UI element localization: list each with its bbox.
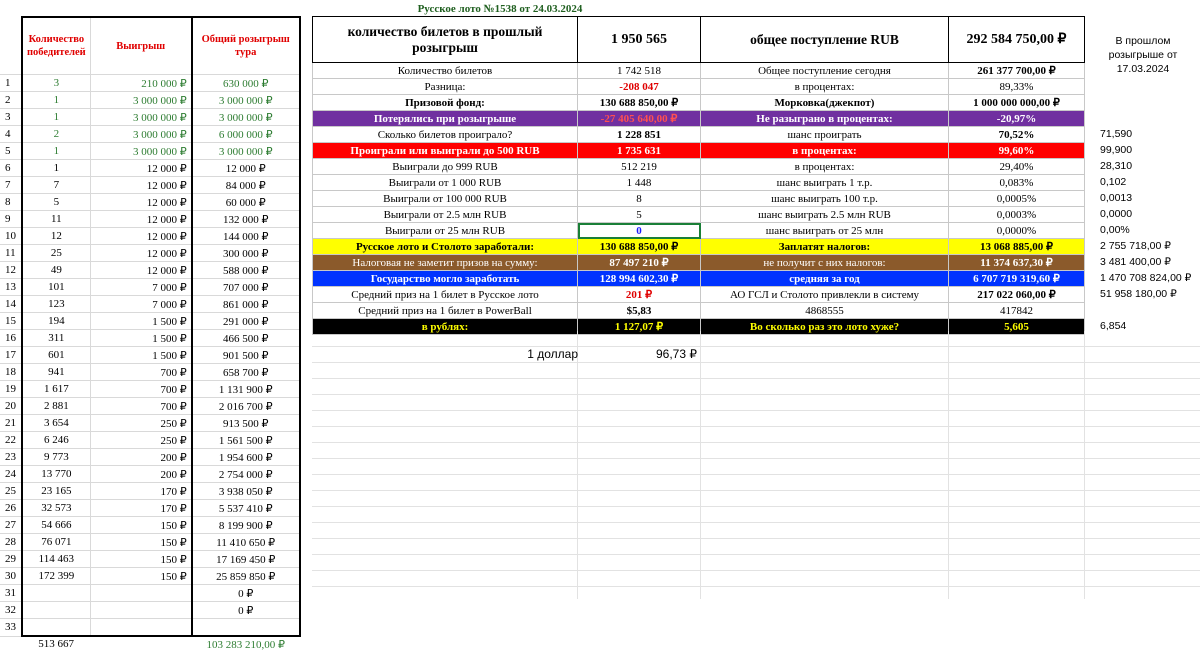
stats-row [313,143,1085,159]
row-number[interactable]: 30 [0,568,22,585]
round-total-cell[interactable]: 588 000 ₽ [192,262,300,279]
winners-row [0,347,300,364]
round-total-cell[interactable]: 3 000 000 ₽ [192,109,300,126]
prize-cell[interactable]: 150 ₽ [90,534,192,551]
cell[interactable]: Выиграли от 2.5 млн RUB [313,207,578,223]
prize-cell[interactable]: 170 ₽ [90,500,192,517]
winners-table [0,16,301,651]
round-total-cell[interactable]: 25 859 850 ₽ [192,568,300,585]
cell[interactable]: 13 068 885,00 ₽ [949,239,1085,255]
winners-row [0,143,300,160]
cell[interactable]: -27 405 640,00 ₽ [578,111,701,127]
row-number[interactable]: 14 [0,296,22,313]
grid-line [948,331,949,599]
cell[interactable]: 5 [578,207,701,223]
winners-row [0,398,300,415]
round-total-cell[interactable] [192,619,300,637]
previous-draw-value[interactable]: 0,00% [1100,224,1130,236]
grid-line [312,442,1200,443]
header-round-total[interactable]: Общий розыгрыш тура [192,17,300,75]
cell[interactable]: 8 [578,191,701,207]
stats-row [313,175,1085,191]
stats-row [313,319,1085,335]
row-number[interactable]: 10 [0,228,22,245]
cell[interactable]: 4868555 [701,303,949,319]
row-number[interactable]: 18 [0,364,22,381]
cell[interactable]: не получит с них налогов: [701,255,949,271]
winners-row [0,92,300,109]
cell[interactable]: Проиграли или выиграли до 500 RUB [313,143,578,159]
cell[interactable]: шанс выиграть 100 т.р. [701,191,949,207]
round-total-cell[interactable]: 707 000 ₽ [192,279,300,296]
row-number[interactable]: 32 [0,602,22,619]
row-number[interactable]: 24 [0,466,22,483]
cell[interactable]: 1 735 631 [578,143,701,159]
cell[interactable]: Сколько билетов проиграло? [313,127,578,143]
total-income-label[interactable]: общее поступление RUB [701,17,949,63]
row-number[interactable]: 19 [0,381,22,398]
row-number[interactable]: 1 [0,75,22,92]
winners-count-cell[interactable]: 1 617 [22,381,90,398]
prev-tickets-label[interactable]: количество билетов в прошлый розыгрыш [313,17,578,63]
row-number[interactable]: 21 [0,415,22,432]
winners-table-header [0,17,300,75]
stats-row [313,223,1085,239]
grid-line [312,426,1200,427]
winners-row [0,534,300,551]
cell[interactable]: 417842 [949,303,1085,319]
cell[interactable]: 1 448 [578,175,701,191]
winners-row [0,296,300,313]
cell[interactable]: шанс выиграть 1 т.р. [701,175,949,191]
row-number[interactable]: 28 [0,534,22,551]
stats-row [313,63,1085,79]
round-total-cell[interactable]: 0 ₽ [192,602,300,619]
round-total-cell[interactable]: 6 000 000 ₽ [192,126,300,143]
grid-line [312,458,1200,459]
winners-count-cell[interactable]: 172 399 [22,568,90,585]
prize-cell[interactable]: 150 ₽ [90,568,192,585]
round-total-cell[interactable]: 11 410 650 ₽ [192,534,300,551]
winners-row [0,245,300,262]
prize-cell[interactable]: 12 000 ₽ [90,228,192,245]
previous-draw-value[interactable]: 1 470 708 824,00 ₽ [1100,272,1192,284]
winners-count-cell[interactable]: 9 773 [22,449,90,466]
cell[interactable]: средняя за год [701,271,949,287]
winners-count-cell[interactable]: 601 [22,347,90,364]
previous-draw-value[interactable]: 3 481 400,00 ₽ [1100,256,1171,268]
winners-count-cell[interactable]: 941 [22,364,90,381]
row-number[interactable]: 16 [0,330,22,347]
dollar-rate[interactable]: 96,73 ₽ [656,347,697,361]
prize-cell[interactable] [90,602,192,619]
prize-cell[interactable]: 3 000 000 ₽ [90,126,192,143]
winners-row [0,228,300,245]
stats-row [313,111,1085,127]
previous-draw-value[interactable]: 6,854 [1100,320,1127,332]
stats-row [313,303,1085,319]
prize-cell[interactable]: 12 000 ₽ [90,160,192,177]
round-total-cell[interactable]: 3 000 000 ₽ [192,143,300,160]
cell[interactable]: Средний приз на 1 билет в PowerBall [313,303,578,319]
row-number[interactable]: 31 [0,585,22,602]
winners-count-cell[interactable]: 1 [22,143,90,160]
grid-line [1084,331,1085,599]
prize-cell[interactable] [90,619,192,637]
sheet-title: Русское лото №1538 от 24.03.2024 [417,3,583,15]
round-total-cell[interactable]: 144 000 ₽ [192,228,300,245]
cell[interactable]: Морковка(джекпот) [701,95,949,111]
round-total-cell[interactable]: 8 199 900 ₽ [192,517,300,534]
stats-row [313,239,1085,255]
prize-cell[interactable]: 200 ₽ [90,466,192,483]
prize-cell[interactable]: 12 000 ₽ [90,262,192,279]
row-number[interactable]: 29 [0,551,22,568]
prize-cell[interactable]: 250 ₽ [90,415,192,432]
prize-cell[interactable]: 12 000 ₽ [90,211,192,228]
grid-line [312,490,1200,491]
row-number[interactable]: 17 [0,347,22,364]
prize-cell[interactable]: 3 000 000 ₽ [90,92,192,109]
round-total-cell[interactable]: 1 561 500 ₽ [192,432,300,449]
grid-line [312,538,1200,539]
row-number[interactable]: 8 [0,194,22,211]
stats-header-row [313,17,1085,63]
row-number[interactable]: 4 [0,126,22,143]
stats-row [313,95,1085,111]
cell[interactable]: 0,0003% [949,207,1085,223]
cell[interactable]: Количество билетов [313,63,578,79]
cell[interactable]: шанс проиграть [701,127,949,143]
winners-row [0,432,300,449]
round-total-cell[interactable]: 300 000 ₽ [192,245,300,262]
cell[interactable]: 512 219 [578,159,701,175]
total-income-value[interactable]: 292 584 750,00 ₽ [949,17,1085,63]
winners-row [0,449,300,466]
cell[interactable]: -208 047 [578,79,701,95]
stats-row [313,191,1085,207]
row-number[interactable]: 5 [0,143,22,160]
grid-line [312,410,1200,411]
row-number[interactable]: 13 [0,279,22,296]
row-number[interactable]: 20 [0,398,22,415]
cell[interactable]: Государство могло заработать [313,271,578,287]
round-total-cell[interactable]: 132 000 ₽ [192,211,300,228]
winners-row [0,313,300,330]
winners-count-cell[interactable]: 54 666 [22,517,90,534]
cell[interactable]: 1 228 851 [578,127,701,143]
row-number[interactable]: 22 [0,432,22,449]
prize-cell[interactable]: 700 ₽ [90,398,192,415]
winners-count-cell[interactable] [22,619,90,637]
prize-cell[interactable]: 1 500 ₽ [90,313,192,330]
prize-cell[interactable]: 7 000 ₽ [90,279,192,296]
winners-row [0,109,300,126]
cell[interactable]: 128 994 602,30 ₽ [578,271,701,287]
cell[interactable]: Разница: [313,79,578,95]
winners-row [0,177,300,194]
previous-draw-value[interactable]: 0,0000 [1100,208,1133,220]
stats-row [313,127,1085,143]
cell[interactable]: Выиграли от 25 млн RUB [313,223,578,239]
winners-row [0,126,300,143]
stats-row [313,159,1085,175]
winners-row [0,194,300,211]
winners-row [0,279,300,296]
round-total-cell[interactable]: 913 500 ₽ [192,415,300,432]
winners-row [0,551,300,568]
grid-line [312,474,1200,475]
winners-row [0,75,300,92]
round-total-cell[interactable]: 1 954 600 ₽ [192,449,300,466]
cell[interactable]: 89,33% [949,79,1085,95]
round-total-cell[interactable]: 861 000 ₽ [192,296,300,313]
cell[interactable]: 130 688 850,00 ₽ [578,95,701,111]
cell[interactable]: 6 707 719 319,60 ₽ [949,271,1085,287]
round-total-cell[interactable]: 5 537 410 ₽ [192,500,300,517]
winners-count-cell[interactable]: 2 881 [22,398,90,415]
winners-row [0,568,300,585]
previous-draw-value[interactable]: 2 755 718,00 ₽ [1100,240,1171,252]
grid-line [312,554,1200,555]
winners-count-cell[interactable]: 12 [22,228,90,245]
cell[interactable]: шанс выиграть 2.5 млн RUB [701,207,949,223]
round-total-cell[interactable]: 3 000 000 ₽ [192,92,300,109]
prize-cell[interactable]: 700 ₽ [90,364,192,381]
winners-row [0,160,300,177]
winners-row [0,415,300,432]
cell[interactable]: -20,97% [949,111,1085,127]
prize-cell[interactable]: 1 500 ₽ [90,347,192,364]
winners-row [0,262,300,279]
winners-row [0,619,300,637]
total-winners[interactable]: 513 667 [38,638,74,650]
row-number[interactable]: 33 [0,619,22,637]
winners-count-cell[interactable]: 76 071 [22,534,90,551]
row-number[interactable]: 6 [0,160,22,177]
winners-row [0,211,300,228]
cell[interactable]: Выиграли от 1 000 RUB [313,175,578,191]
cell[interactable]: 130 688 850,00 ₽ [578,239,701,255]
grid-line [312,362,1200,363]
cell[interactable]: 0,083% [949,175,1085,191]
grid-line [312,570,1200,571]
winners-count-cell[interactable] [22,602,90,619]
cell[interactable]: в процентах: [701,143,949,159]
prize-cell[interactable]: 150 ₽ [90,551,192,568]
winners-row [0,602,300,619]
previous-draw-value[interactable]: 28,310 [1100,160,1133,172]
cell[interactable]: 5,605 [949,319,1085,335]
winners-count-cell[interactable]: 1 [22,109,90,126]
winners-row [0,364,300,381]
cell[interactable]: в процентах: [701,79,949,95]
cell[interactable]: 1 000 000 000,00 ₽ [949,95,1085,111]
cell[interactable]: Заплатят налогов: [701,239,949,255]
round-total-cell[interactable]: 2 016 700 ₽ [192,398,300,415]
row-number[interactable]: 2 [0,92,22,109]
row-number[interactable]: 23 [0,449,22,466]
cell[interactable]: 261 377 700,00 ₽ [949,63,1085,79]
winners-count-cell[interactable]: 194 [22,313,90,330]
winners-row [0,466,300,483]
winners-count-cell[interactable]: 5 [22,194,90,211]
cell[interactable]: шанс выиграть от 25 млн [701,223,949,239]
stats-row [313,271,1085,287]
winners-row [0,517,300,534]
cell[interactable]: Во сколько раз это лото хуже? [701,319,949,335]
grid-line [312,522,1200,523]
grid-line [312,586,1200,587]
winners-count-cell[interactable]: 2 [22,126,90,143]
winners-row [0,381,300,398]
cell[interactable]: Выиграли до 999 RUB [313,159,578,175]
prize-cell[interactable]: 210 000 ₽ [90,75,192,92]
dollar-label[interactable]: 1 доллар [527,347,578,361]
round-total-cell[interactable]: 17 169 450 ₽ [192,551,300,568]
row-number[interactable]: 15 [0,313,22,330]
grid-line [312,506,1200,507]
prize-cell[interactable]: 7 000 ₽ [90,296,192,313]
cell[interactable]: в процентах: [701,159,949,175]
row-number[interactable]: 7 [0,177,22,194]
row-number[interactable]: 27 [0,517,22,534]
cell[interactable]: 1 742 518 [578,63,701,79]
cell[interactable]: АО ГСЛ и Столото привлекли в систему [701,287,949,303]
cell[interactable]: Потерялись при розыгрыше [313,111,578,127]
stats-row [313,287,1085,303]
grid-line [312,394,1200,395]
row-number[interactable]: 26 [0,500,22,517]
row-number[interactable]: 25 [0,483,22,500]
winners-count-cell[interactable]: 114 463 [22,551,90,568]
header-winners-count[interactable]: Количество победителей [22,17,90,75]
winners-count-cell[interactable]: 3 [22,75,90,92]
cell[interactable]: $5,83 [578,303,701,319]
cell[interactable]: Не разыграно в процентах: [701,111,949,127]
winners-count-cell[interactable]: 6 246 [22,432,90,449]
cell[interactable]: 201 ₽ [578,287,701,303]
prize-cell[interactable]: 3 000 000 ₽ [90,109,192,126]
prize-cell[interactable]: 1 500 ₽ [90,330,192,347]
row-number[interactable]: 3 [0,109,22,126]
previous-draw-value[interactable]: 71,590 [1100,128,1133,140]
winners-count-cell[interactable]: 3 654 [22,415,90,432]
cell[interactable]: 1 127,07 ₽ [578,319,701,335]
prize-cell[interactable]: 250 ₽ [90,432,192,449]
round-total-cell[interactable]: 2 754 000 ₽ [192,466,300,483]
round-total-cell[interactable]: 901 500 ₽ [192,347,300,364]
cell[interactable]: 11 374 637,30 ₽ [949,255,1085,271]
winners-count-cell[interactable]: 7 [22,177,90,194]
row-number[interactable]: 12 [0,262,22,279]
previous-draw-header[interactable]: В прошлом розыгрыше от 17.03.2024 [1108,35,1178,75]
prev-tickets-value[interactable]: 1 950 565 [578,17,701,63]
grid-line [312,346,1200,347]
row-number[interactable]: 11 [0,245,22,262]
winners-count-cell[interactable]: 23 165 [22,483,90,500]
winners-row [0,483,300,500]
cell[interactable]: Призовой фонд: [313,95,578,111]
winners-row [0,500,300,517]
row-number[interactable]: 9 [0,211,22,228]
winners-count-cell[interactable]: 32 573 [22,500,90,517]
cell[interactable]: 29,40% [949,159,1085,175]
prize-cell[interactable]: 700 ₽ [90,381,192,398]
cell[interactable]: 217 022 060,00 ₽ [949,287,1085,303]
round-total-cell[interactable]: 84 000 ₽ [192,177,300,194]
cell[interactable]: Налоговая не заметит призов на сумму: [313,255,578,271]
prize-cell[interactable]: 3 000 000 ₽ [90,143,192,160]
stats-row [313,79,1085,95]
round-total-cell[interactable]: 60 000 ₽ [192,194,300,211]
winners-count-cell[interactable]: 101 [22,279,90,296]
round-total-cell[interactable]: 658 700 ₽ [192,364,300,381]
winners-count-cell[interactable]: 1 [22,92,90,109]
stats-table [312,16,1085,335]
previous-draw-value[interactable]: 99,900 [1100,144,1133,156]
prize-cell[interactable]: 12 000 ₽ [90,245,192,262]
prize-cell[interactable]: 12 000 ₽ [90,194,192,211]
cell[interactable]: 87 497 210 ₽ [578,255,701,271]
cell[interactable]: Общее поступление сегодня [701,63,949,79]
winners-count-cell[interactable]: 49 [22,262,90,279]
grid-line [577,331,578,599]
round-total-cell[interactable]: 3 938 050 ₽ [192,483,300,500]
round-total-cell[interactable]: 0 ₽ [192,585,300,602]
cell[interactable]: Русское лото и Столото заработали: [313,239,578,255]
selected-cell[interactable]: 0 [578,223,701,239]
cell[interactable]: Выиграли от 100 000 RUB [313,191,578,207]
round-total-cell[interactable]: 12 000 ₽ [192,160,300,177]
winners-row [0,330,300,347]
cell[interactable]: 0,0000% [949,223,1085,239]
winners-count-cell[interactable]: 11 [22,211,90,228]
cell[interactable]: Средний приз на 1 билет в Русское лото [313,287,578,303]
round-total-cell[interactable]: 1 131 900 ₽ [192,381,300,398]
cell[interactable]: в рублях: [313,319,578,335]
winners-count-cell[interactable]: 123 [22,296,90,313]
header-prize[interactable]: Выигрыш [90,17,192,75]
winners-count-cell[interactable]: 1 [22,160,90,177]
previous-draw-value[interactable]: 0,102 [1100,176,1127,188]
previous-draw-value[interactable]: 51 958 180,00 ₽ [1100,288,1177,300]
prize-cell[interactable]: 170 ₽ [90,483,192,500]
prize-cell[interactable]: 200 ₽ [90,449,192,466]
stats-row [313,207,1085,223]
cell[interactable]: 99,60% [949,143,1085,159]
round-total-cell[interactable]: 466 500 ₽ [192,330,300,347]
prize-cell[interactable]: 12 000 ₽ [90,177,192,194]
round-total-cell[interactable]: 291 000 ₽ [192,313,300,330]
grid-line [700,331,701,599]
round-total-cell[interactable]: 630 000 ₽ [192,75,300,92]
winners-count-cell[interactable]: 311 [22,330,90,347]
cell[interactable]: 70,52% [949,127,1085,143]
totals-row [0,636,300,651]
grid-line [312,378,1200,379]
prize-cell[interactable]: 150 ₽ [90,517,192,534]
winners-count-cell[interactable]: 13 770 [22,466,90,483]
cell[interactable]: 0,0005% [949,191,1085,207]
previous-draw-value[interactable]: 0,0013 [1100,192,1133,204]
winners-count-cell[interactable]: 25 [22,245,90,262]
stats-row [313,255,1085,271]
total-sum[interactable]: 103 283 210,00 ₽ [206,638,285,651]
